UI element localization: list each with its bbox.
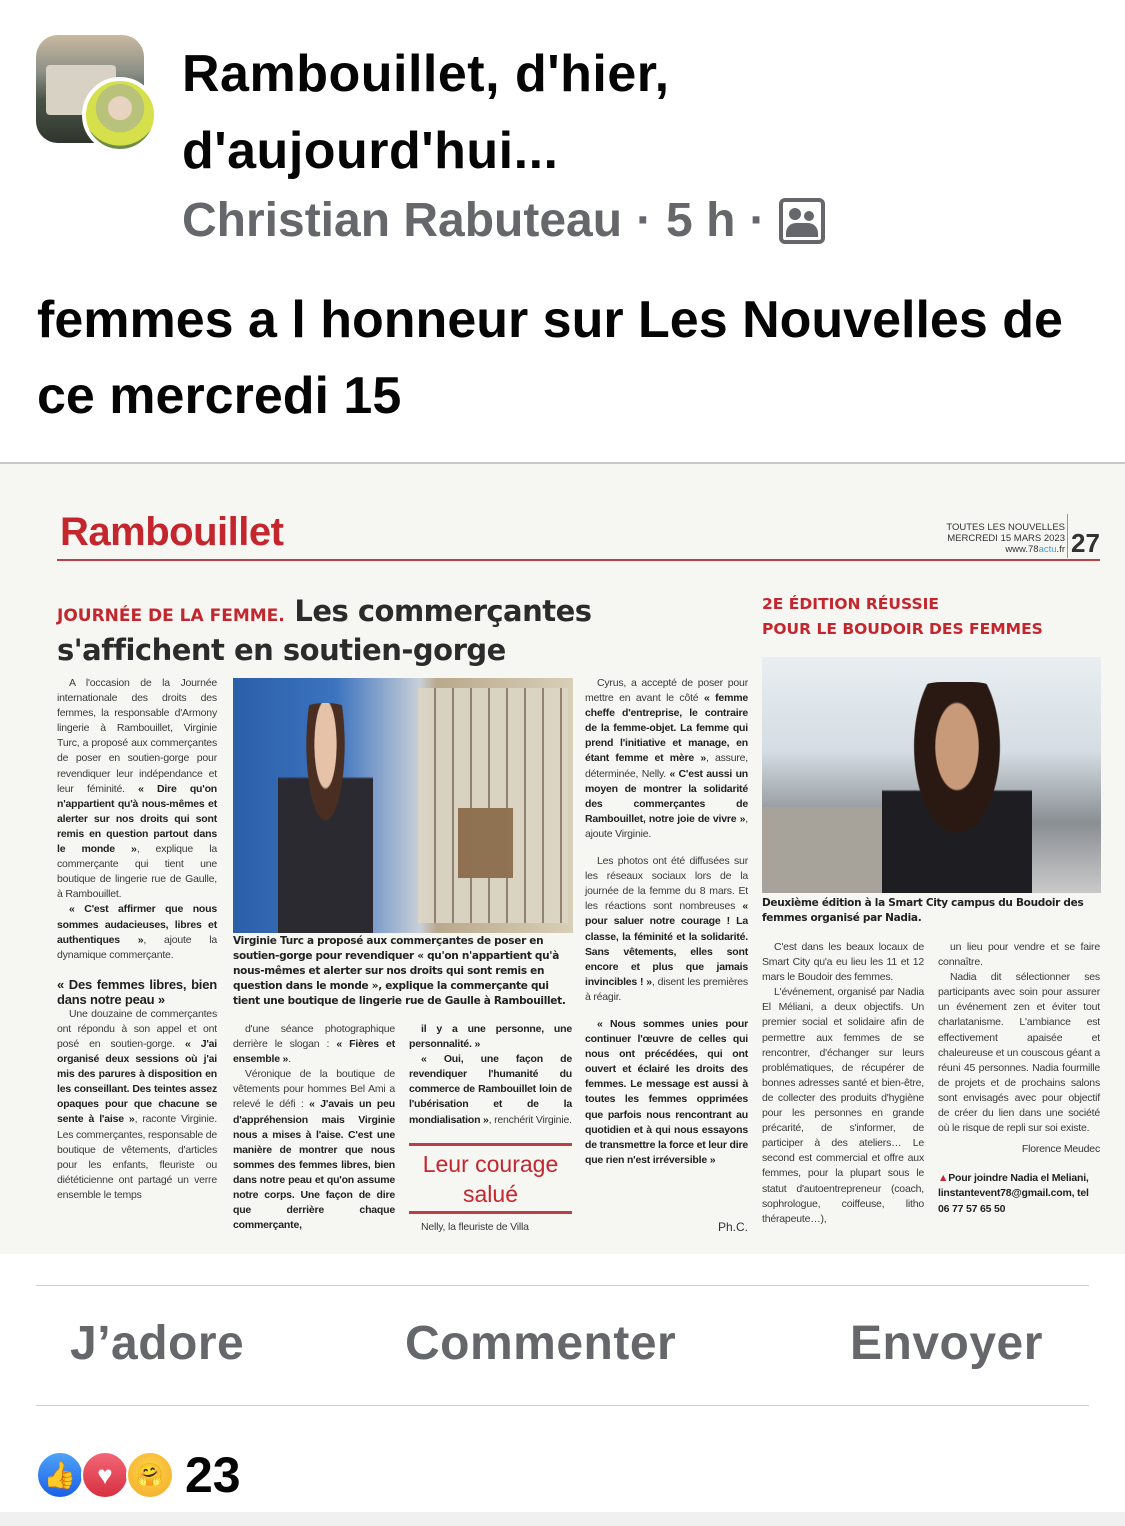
article-paragraph [585,854,748,1005]
body-text: . [288,1053,291,1066]
article-column-3 [409,1022,572,1128]
headline-line: 2E ÉDITION RÉUSSIE [762,595,939,613]
divider [409,1211,572,1214]
comment-button[interactable]: Commenter [405,1317,677,1370]
article-paragraph [585,676,748,842]
article-column-4 [585,676,748,1168]
article-subhead: « Des femmes libres, bien dans notre peau » [57,976,217,1007]
quote-text: il y a une personne, une personnalité. » [409,1023,572,1051]
article-paragraph [409,1022,572,1052]
contact-info [938,1171,1100,1216]
quote-text: « femme cheffe d'entreprise, le contraire de la femme-objet. La femme qui prend l'initiative et manage, en étant femme et mère » [585,692,748,765]
article-column-3b [409,1220,572,1235]
triangle-icon: ▲ [938,1172,949,1185]
care-icon: 🤗 [126,1451,174,1499]
contact-text: Pour joindre Nadia el Meliani, linstantevent78@gmail.com, tel 06 77 57 65 50 [938,1172,1089,1215]
body-text: , disent les premières à réagir. [585,975,748,1003]
article-paragraph [57,902,217,962]
article-paragraph [762,985,924,1227]
separator: · [749,194,766,247]
masthead-date: MERCREDI 15 MARS 2023 [947,533,1065,544]
url-suffix: .fr [1056,544,1065,555]
quote-text: « C'est affirmer que nous sommes audacieuses, libres et authentiques » [57,903,217,946]
masthead-title: TOUTES LES NOUVELLES [946,522,1065,533]
masthead-url [920,544,1065,555]
quote-text: « J'ai organisé deux sessions où j'ai mis des parures à disposition en les conseillant. Des teintes assez opaques pour que chacune se sente à l'aise » [57,1037,217,1126]
body-text: Une douzaine de commerçantes ont répondu à son appel et ont posé en soutien-gorge. [57,1007,217,1050]
body-text: Les photos ont été diffusées sur les réseaux sociaux lors de la journée de la femme du 8 mars. Et les réactions sont nombreuses [585,855,748,913]
newspaper-masthead [920,522,1065,555]
body-text: , explique la commerçante qui tient une boutique de lingerie rue de Gaulle, à Rambouillet. [57,843,217,901]
group-icon [779,198,825,244]
author-avatar[interactable] [82,77,158,153]
body-text: , ajoute Virginie. [585,812,748,840]
photo-caption: Deuxième édition à la Smart City campus du Boudoir des femmes organisé par Nadia. [762,897,1084,924]
pull-quote: Leur courage salué [422,1151,559,1207]
article-signature: Ph.C. [585,1220,748,1235]
body-text: , assure, déterminée, Nelly. [585,752,749,780]
like-icon: 👍 [36,1451,84,1499]
article-paragraph [585,1017,748,1168]
article-paragraph [233,1022,395,1067]
body-text: Nelly, la fleuriste de Villa [421,1221,529,1233]
post-separator [0,1512,1125,1526]
body-text: A l'occasion de la Journée internationale des droits des femmes, la responsable d'Armony lingerie à Rambouillet, Virginie Turc, a proposé aux commerçantes de poser en soutien-gorge pour revendiquer leur indépendance et leur féminité. [57,677,217,795]
photo-caption: Virginie Turc a proposé aux commerçantes de poser en soutien-gorge pour revendiquer « qu'on n'appartient qu'à nous-mêmes et alerter sur nos droits qui sont remis en question dans le monde », explique la commerçante qui tient une boutique de lingerie rue de Gaulle à Rambouillet. [233,935,566,1007]
article-paragraph [409,1220,572,1235]
article-column-5 [762,940,924,1227]
url-prefix: www.78 [1005,544,1039,555]
article-headline [57,594,647,667]
post-time[interactable]: 5 h [666,194,736,247]
article-column-1 [57,676,217,1203]
boudoir-photo [762,657,1101,893]
body-text: Véronique de la boutique de vêtements pour hommes Bel Ami a relevé le défi : [233,1068,395,1111]
body-text: C'est dans les beaux locaux de Smart City qu'a eu lieu les 11 et 12 mars le Boudoir des femmes. [762,941,924,984]
post-meta [182,193,825,248]
woman-figure [278,703,373,933]
quote-text: « C'est aussi un moyen de montrer la solidarité des commerçantes de Rambouillet, notre joie de vivre » [585,767,748,825]
body-text: Nadia dit sélectionner ses participants avec soin pour assurer un événement zen et éviter tout charlatanisme. L'ambiance est effectivement apaisée et chaleureuse et un couscous géant a réuni 45 personnes. Nadia fourmille de projets et de prochains salons sont envisagés avec pour objectif de créer du lien dans une société où le risque de repli sur soi existe. [938,971,1100,1135]
quote-text: « pour saluer notre courage ! La classe, la féminité et la solidarité. Sans vêtements, elles sont encore et plus que jamais invincibles ! » [585,900,748,988]
divider [36,1285,1089,1286]
body-text: un lieu pour vendre et se faire connaître. [938,941,1100,969]
divider [1067,514,1068,558]
reactions-summary[interactable] [36,1447,241,1503]
group-name[interactable]: Rambouillet, d'hier, d'aujourd'hui... [182,45,670,180]
quote-text: « Dire qu'on n'appartient qu'à nous-mêmes et alerter sur nos droits qui sont remis en question partout dans le monde » [57,782,218,856]
page-number: 27 [1071,528,1100,558]
body-text: , renchérit Virginie. [488,1113,572,1126]
body-text: Cyrus, a accepté de poser pour mettre en avant le côté [585,677,748,705]
article-paragraph [762,940,924,985]
body-text: L'événement, organisé par Nadia El Méliani, a deux objectifs. Un premier social et solidaire afin de permettre aux femmes de se rencontrer, d'échanger sur leurs problématiques, de récupérer de bonnes adresses santé et bien-être, de collecter des produits d'hygiène pour les personnes en grande précarité, de s'informer, de participer à des ateliers… Le second est commercial et offre aux femmes, pour la plupart sous le statut d'autoentrepreneur (coach, sophrologue, coiffeuse, litho thérapeute…), [762,986,924,1225]
article-paragraph [233,1067,395,1233]
divider [57,559,1100,561]
article-paragraph [938,970,1100,1136]
table [762,807,902,893]
like-button[interactable]: J’adore [70,1317,245,1370]
article2-headline [762,592,1043,642]
send-button[interactable]: Envoyer [850,1317,1043,1370]
divider [409,1143,572,1146]
article-paragraph [57,676,217,902]
poster [418,688,568,923]
divider [36,1405,1089,1406]
woman-figure [882,682,1032,893]
author-name[interactable]: Christian Rabuteau [182,194,623,247]
article-column-6 [938,940,1100,1217]
article-column-2 [233,1022,395,1233]
quote-text: « Fières et ensemble » [233,1038,395,1066]
headline-text: Les commerçantes s'affichent en soutien-gorge [57,594,592,667]
headline-line: POUR LE BOUDOIR DES FEMMES [762,620,1043,638]
post-text: femmes a l honneur sur Les Nouvelles de ce mercredi 15 [37,291,1063,425]
body-text: , raconte Virginie. Les commerçantes, responsable de boutique de vêtements, d'articles pour les enfants, fleuriste ou diététicienne ont partagé un verre ensemble le temps [57,1113,218,1201]
quote-text: « Nous sommes unies pour continuer l'œuvre de celles qui nous ont précédées, qui ont ouvert et éclairé les droits des femmes. Le message est aussi à toutes les femmes opprimées que parfois nous rencontrant au quotidien et à qui nous essayons de transmettre la force et leur dire que rien n'est irréversible » [585,1017,748,1166]
article-signature: Florence Meudec [1021,1143,1100,1156]
commercante-photo [233,678,573,933]
newspaper-image[interactable] [0,464,1125,1254]
reaction-count: 23 [185,1447,241,1503]
quote-text: « Oui, une façon de revendiquer l'humanité du commerce de Rambouillet loin de l'ubérisation et de la mondialisation » [409,1053,572,1126]
body-text: , ajoute la dynamique commerçante. [57,933,217,961]
headline-kicker: JOURNÉE DE LA FEMME. [57,606,285,626]
quote-text: « J'avais un peu d'appréhension mais Virginie nous a mises à l'aise. C'est une manière de montrer que nous sommes des femmes libres, bien dans notre peau et qu'on assume notre corps. Une façon de dire que derrière chaque commerçante, [233,1098,395,1232]
separator: · [636,194,653,247]
body-text: d'une séance photographique derrière le slogan : [233,1023,395,1051]
article-paragraph [409,1052,572,1127]
article-paragraph [938,940,1100,970]
newspaper-section: Rambouillet [60,510,284,554]
article-paragraph [57,1007,217,1203]
url-accent: actu [1038,544,1057,555]
love-icon: ♥ [81,1451,129,1499]
